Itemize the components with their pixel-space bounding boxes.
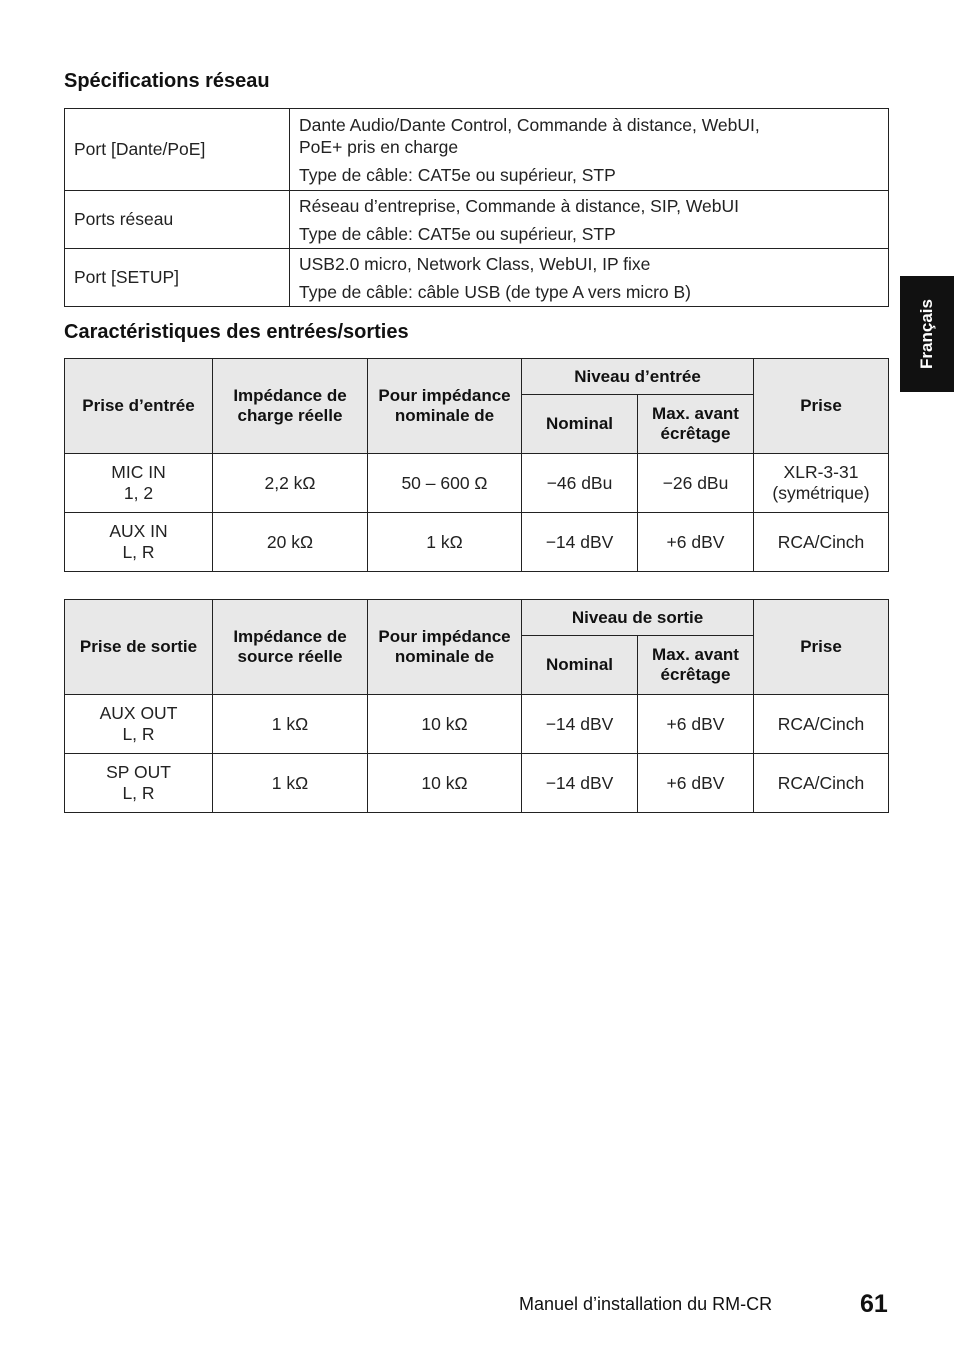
row-label: Port [SETUP]: [65, 249, 290, 307]
cell-impedance: 20 kΩ: [213, 513, 368, 572]
header-jack: Prise de sortie: [65, 600, 213, 695]
header-nominal: Nominal: [522, 636, 638, 695]
cable-line: Type de câble: CAT5e ou supérieur, STP: [299, 223, 616, 244]
table-row: [65, 754, 889, 813]
table-header-row: [65, 600, 889, 636]
cell-nominal-for: 10 kΩ: [368, 754, 522, 813]
table-row: [65, 249, 889, 307]
table-row: [65, 513, 889, 572]
footer-manual-title: Manuel d’installation du RM-CR: [519, 1294, 773, 1314]
row-label: Ports réseau: [65, 191, 290, 249]
cell-impedance: 2,2 kΩ: [213, 454, 368, 513]
cell-nominal-for: 1 kΩ: [368, 513, 522, 572]
header-max: Max. avant écrêtage: [638, 636, 754, 695]
cell-nominal: −14 dBV: [522, 754, 638, 813]
cell-max: +6 dBV: [638, 513, 754, 572]
header-level: Niveau d’entrée: [522, 359, 754, 395]
language-tab: [900, 276, 954, 392]
cell-jack: SP OUT L, R: [65, 754, 213, 813]
cable-line: Type de câble: CAT5e ou supérieur, STP: [299, 164, 616, 185]
cell-impedance: 1 kΩ: [213, 695, 368, 754]
table-row: [65, 695, 889, 754]
header-max: Max. avant écrêtage: [638, 395, 754, 454]
cell-connector: RCA/Cinch: [754, 695, 889, 754]
value-line: USB2.0 micro, Network Class, WebUI, IP fixe: [299, 253, 651, 274]
cell-connector: RCA/Cinch: [754, 754, 889, 813]
cell-nominal: −46 dBu: [522, 454, 638, 513]
cell-connector: RCA/Cinch: [754, 513, 889, 572]
language-tab-label: Français: [917, 299, 936, 369]
cell-nominal: −14 dBV: [522, 513, 638, 572]
table-header-row: [65, 359, 889, 395]
row-value: [290, 109, 889, 191]
cell-connector: XLR-3-31 (symétrique): [754, 454, 889, 513]
output-spec-table: [64, 599, 889, 813]
io-section-title: Caractéristiques des entrées/sorties: [64, 321, 409, 343]
header-nominal: Nominal: [522, 395, 638, 454]
header-impedance: Impédance de charge réelle: [213, 359, 368, 454]
table-row: [65, 191, 889, 249]
network-section-title: Spécifications réseau: [64, 70, 270, 92]
cable-line: Type de câble: câble USB (de type A vers micro B): [299, 281, 691, 302]
page-number: 61: [860, 1290, 888, 1318]
row-value: [290, 191, 889, 249]
header-connector: Prise: [754, 600, 889, 695]
value-line: Réseau d’entreprise, Commande à distance, SIP, WebUI: [299, 195, 740, 216]
cell-nominal-for: 10 kΩ: [368, 695, 522, 754]
table-row: [65, 454, 889, 513]
cell-jack: AUX OUT L, R: [65, 695, 213, 754]
cell-impedance: 1 kΩ: [213, 754, 368, 813]
header-connector: Prise: [754, 359, 889, 454]
cell-max: +6 dBV: [638, 754, 754, 813]
header-impedance: Impédance de source réelle: [213, 600, 368, 695]
table-row: [65, 109, 889, 191]
cell-jack: AUX IN L, R: [65, 513, 213, 572]
value-line: PoE+ pris en charge: [299, 136, 459, 157]
cell-max: +6 dBV: [638, 695, 754, 754]
cell-max: −26 dBu: [638, 454, 754, 513]
header-level: Niveau de sortie: [522, 600, 754, 636]
input-spec-table: [64, 358, 889, 572]
value-line: Dante Audio/Dante Control, Commande à distance, WebUI,: [299, 114, 760, 135]
network-spec-table: [64, 108, 889, 307]
cell-nominal: −14 dBV: [522, 695, 638, 754]
cell-jack: MIC IN 1, 2: [65, 454, 213, 513]
row-value: [290, 249, 889, 307]
header-nominal-for: Pour impédance nominale de: [368, 600, 522, 695]
row-label: Port [Dante/PoE]: [65, 109, 290, 191]
cell-nominal-for: 50 – 600 Ω: [368, 454, 522, 513]
header-nominal-for: Pour impédance nominale de: [368, 359, 522, 454]
header-jack: Prise d’entrée: [65, 359, 213, 454]
